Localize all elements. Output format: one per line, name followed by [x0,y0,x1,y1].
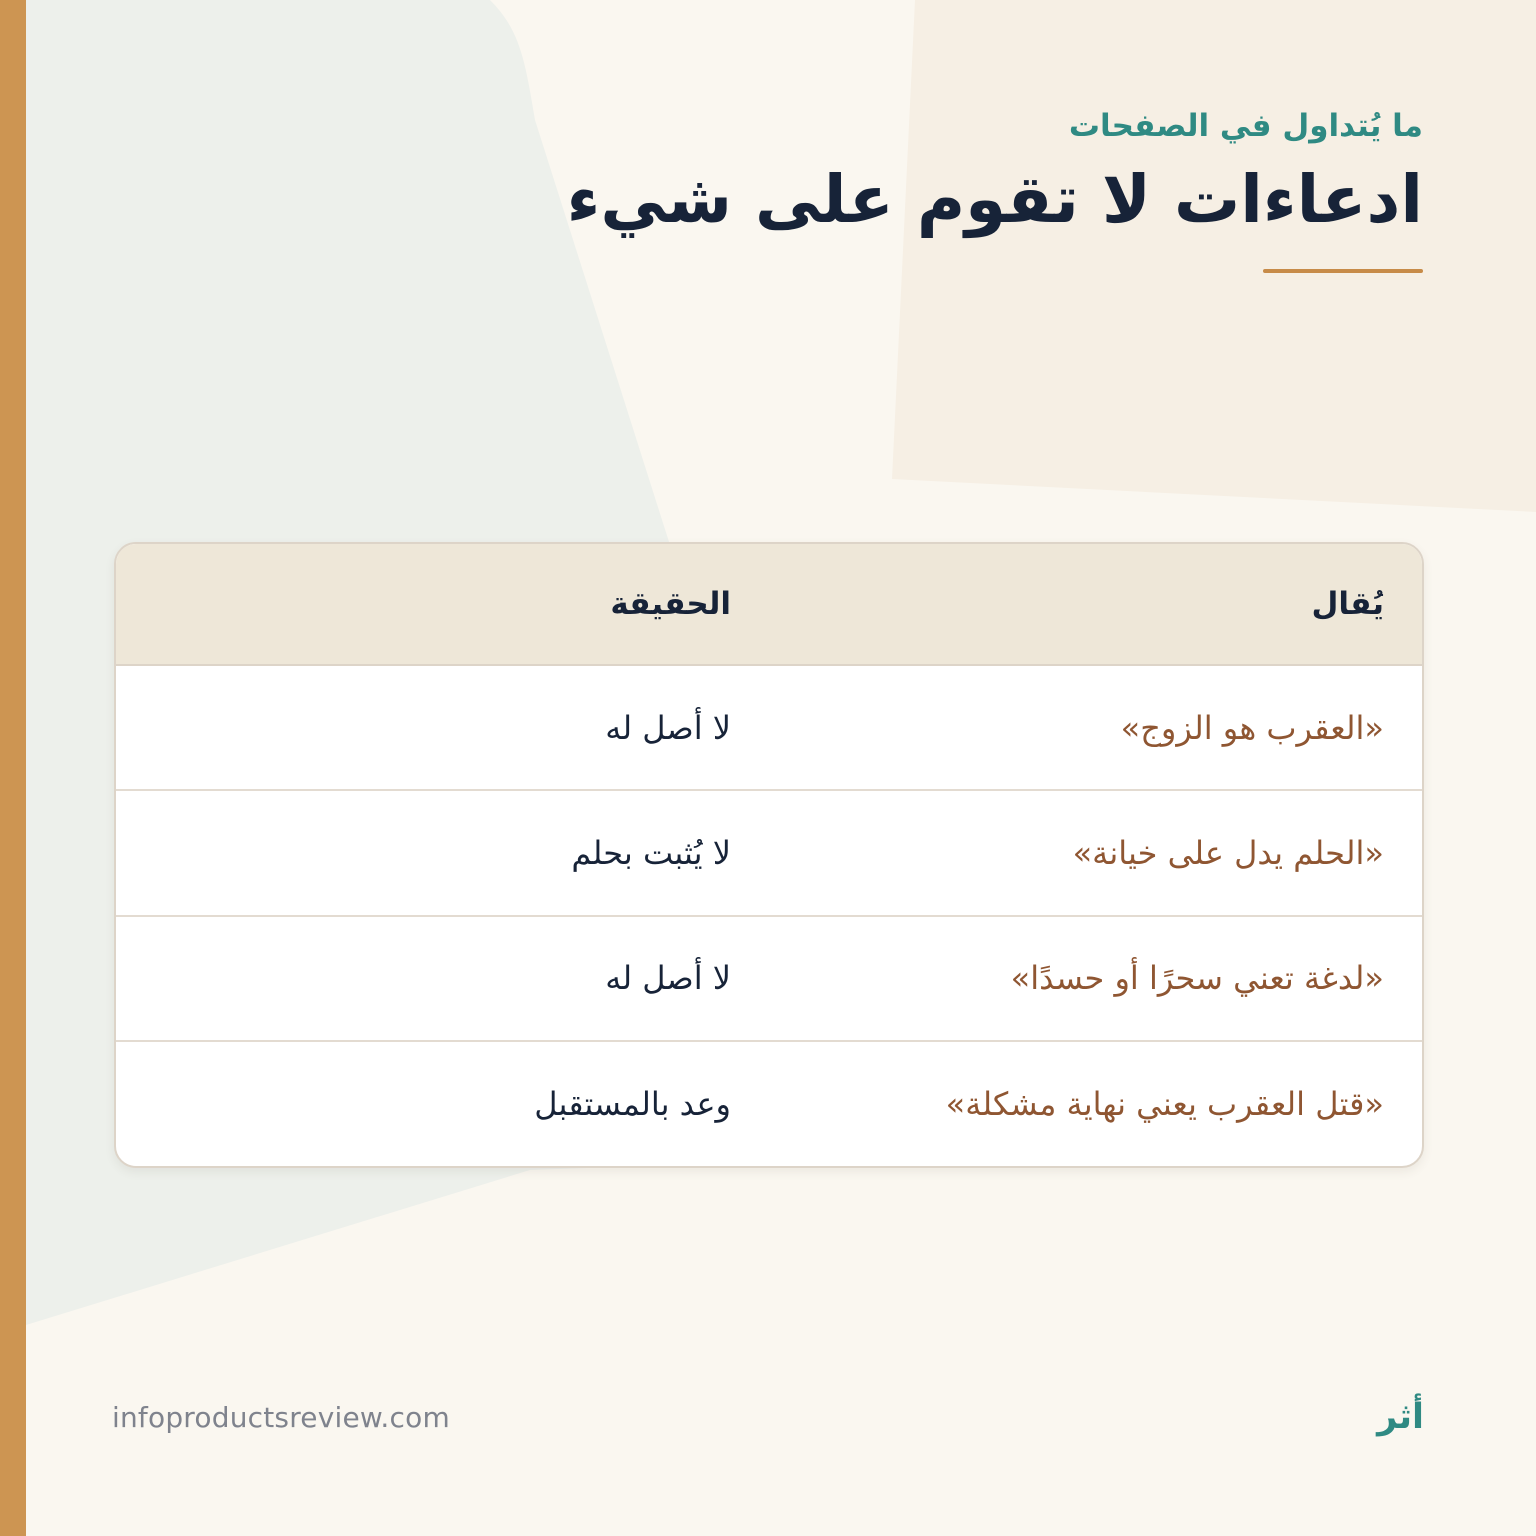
column-header-said: يُقال [769,544,1422,665]
table-row [116,665,1422,790]
truth-cell: وعد بالمستقبل [534,1084,731,1123]
truth-cell: لا أصل له [605,959,731,998]
table-row [116,916,1422,1041]
claim-cell: «الحلم يدل على خيانة» [1072,833,1384,872]
table-header [116,544,1422,665]
claims-truth-table [116,544,1422,1166]
column-header-truth: الحقيقة [116,544,769,665]
table-row [116,790,1422,915]
claim-cell: «العقرب هو الزوج» [1120,708,1384,747]
page-header [523,108,1423,273]
page-title: ادعاءات لا تقوم على شيء [566,161,1423,239]
section-eyebrow: ما يُتداول في الصفحات [1068,108,1423,144]
title-underline [1263,269,1423,273]
claim-cell: «لدغة تعني سحرًا أو حسدًا» [1010,959,1384,998]
brand-logo: أثر [1377,1397,1424,1437]
truth-cell: لا يُثبت بحلم [571,833,731,872]
website-url[interactable]: infoproductsreview.com [112,1401,450,1434]
left-accent-stripe [0,0,26,1536]
claim-cell: «قتل العقرب يعني نهاية مشكلة» [945,1084,1384,1123]
table-header-row [116,544,1422,665]
table-row [116,1041,1422,1166]
truth-cell: لا أصل له [605,708,731,747]
claims-truth-table-card [114,542,1424,1168]
table-body [116,665,1422,1166]
